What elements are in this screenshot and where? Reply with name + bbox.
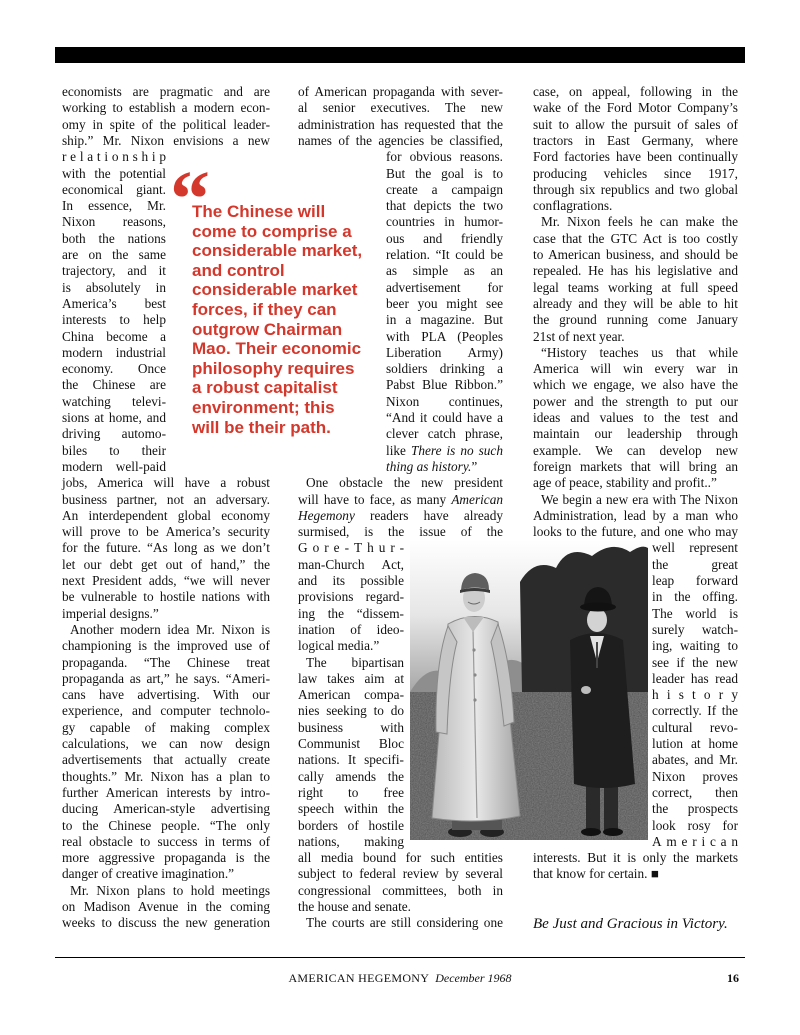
body-text-line: relationship (62, 149, 170, 165)
footer-publication: AMERICAN HEGEMONY (288, 971, 430, 985)
body-text-line: logical media.” (298, 638, 380, 654)
body-text-line: watching televi- (62, 393, 166, 409)
body-text-line: man-Church Act, (298, 556, 404, 572)
text-run: like (386, 442, 411, 458)
body-text-line: modern well-paid (62, 458, 166, 474)
body-text-line: danger of creative imagination.” (62, 866, 235, 882)
body-text-line: tractors in East Germany, where (533, 132, 738, 148)
body-text-line: leader has read (652, 670, 738, 686)
pull-quote-line: forces, if they can (192, 300, 337, 319)
body-text-line: are on the same (62, 247, 166, 262)
body-text-line: the great (652, 556, 738, 572)
footer-rule (55, 957, 745, 958)
body-text-line: economists are pragmatic and are (62, 84, 270, 99)
body-text-line: nies seeking to do (298, 703, 404, 719)
body-text-line: ideas and values to the test and (533, 410, 739, 425)
body-text-line: conflagrations. (533, 198, 613, 214)
body-text-line: be vulnerable to hostile nations with (62, 589, 270, 605)
body-text-line: more aggressive propaganda is the (62, 850, 270, 866)
body-text-line: is absolutely in (62, 279, 166, 295)
pull-quote-line: considerable market (192, 280, 358, 300)
photo (410, 540, 648, 840)
body-text-line: further American interests by intro- (62, 784, 270, 800)
body-text-line: with PLA (Peoples (386, 328, 504, 344)
body-text-line: maintain our leadership through (533, 426, 738, 442)
body-text-line: 21st of next year. (533, 328, 625, 344)
body-text-line: propaganda as art,” he says. “Ameri- (62, 670, 270, 686)
body-text-line: advertisement for (386, 279, 503, 295)
body-text-line: case that the GTC Act is too costly (533, 230, 738, 246)
body-text-line: America’s best (62, 295, 166, 311)
header-bar (55, 47, 745, 63)
body-text-line (386, 459, 477, 475)
body-text-line: countries in humor- (386, 214, 504, 230)
body-text-line: ship.” Mr. Nixon envisions a new (62, 132, 270, 148)
body-text-line: omy in spite of the political leader- (62, 116, 270, 132)
body-text-line: driving automo- (62, 426, 166, 442)
body-text-line: ducing American-style advertising (62, 801, 270, 817)
body-text-line: soldiers drinking a (386, 361, 503, 377)
body-text-line: congressional committees, both in (298, 882, 503, 898)
body-text-line: ination of ideo- (298, 621, 404, 637)
body-text-line: foreign markets that will bring an (533, 458, 739, 474)
body-text-line: advertisements that actually create (62, 752, 270, 768)
body-text-line: subject to federal review by several (298, 866, 504, 882)
body-text-line: as simple as an (386, 263, 504, 279)
body-text-line: gy capable of making complex (62, 719, 270, 735)
body-text-line: power and the strength to put our (533, 393, 739, 409)
body-text-line: well represent (652, 540, 738, 556)
body-text-line: “History teaches us that while (541, 344, 738, 360)
body-text-line: relation. “It could be (386, 247, 503, 262)
body-text-line: weeks to discuss the new generation (62, 915, 271, 931)
body-text-line: championing is the improved use of (62, 638, 270, 654)
body-text-line: American compa- (298, 687, 404, 703)
body-text-line: in a magazine. But (386, 312, 504, 328)
body-text-line: nations. It specifi- (298, 752, 404, 768)
body-text-line: China become a (62, 328, 166, 344)
body-text-line: trajectory, and it (62, 263, 166, 279)
body-text-line: economy. Once (62, 361, 166, 377)
pull-quote-line: Mao. Their economic (192, 339, 362, 359)
body-text-line: which we engage, we also have the (533, 377, 739, 393)
body-text-line: the ground running come January (533, 312, 739, 328)
body-text-line: al senior executives. The new (298, 100, 503, 116)
body-text-line: age of peace, stability and profit..” (533, 475, 717, 491)
body-text-line: names of the agencies be classified, (298, 132, 503, 148)
body-text-line: We begin a new era with The Nixon (541, 491, 738, 507)
body-text-line: Mr. Nixon plans to hold meetings (70, 882, 271, 898)
pull-quote-line: considerable market, (192, 241, 363, 261)
body-text-line: let our debt get out of hand,” the (62, 556, 271, 572)
pull-quote-line: environment; this (192, 398, 335, 417)
body-text-line: In essence, Mr. (62, 198, 166, 214)
body-text-line: the Chinese are (62, 377, 167, 393)
body-text-line: Communist Bloc (298, 736, 404, 751)
body-text-line: administration has requested that the (298, 116, 504, 132)
body-text-line: looks to the future, and one who may (533, 524, 739, 540)
body-text-line: propaganda. “The Chinese treat (62, 654, 270, 670)
body-text-line: next President adds, “we will never (62, 573, 270, 588)
body-text-line: repealed. He has his legislative and (533, 263, 738, 279)
body-text-line: cally amends the (298, 768, 404, 784)
body-text-line: Gore-Thur- (298, 540, 410, 556)
body-text-line: see if the new (652, 654, 738, 670)
body-text-line: cultural revo- (652, 719, 738, 735)
body-text-line: example. We can develop new (533, 442, 738, 458)
body-text-line: ous and friendly (386, 230, 503, 246)
body-text-line: But the goal is to (386, 165, 504, 181)
tagline: Be Just and Gracious in Victory. (533, 916, 728, 932)
body-text-line: Nixon proves (652, 768, 738, 784)
body-text-line: borders of hostile (298, 817, 404, 833)
body-text-line: “And it could have a (386, 410, 503, 425)
body-text-line: will prove to be America’s security (62, 524, 270, 540)
pull-quote-line: will be their path. (192, 417, 331, 437)
body-text-line: with the potential (62, 165, 166, 181)
body-text-line: for obvious reasons. (386, 149, 504, 165)
body-text-line: Mr. Nixon feels he can make the (541, 214, 738, 230)
pull-quote-mark: “ (170, 156, 210, 244)
body-text-line: imperial designs.” (62, 605, 159, 621)
body-text-line: biles to their (62, 442, 166, 458)
body-text-line: the house and senate. (298, 899, 411, 914)
body-text-line: cans have advertising. With our (62, 687, 270, 703)
body-text-line: lution at home (652, 736, 738, 751)
text-run: ” (471, 458, 478, 474)
body-text-line: interests. But it is only the markets (533, 850, 739, 866)
body-text-line: already and they will be able to hit (533, 295, 738, 311)
body-text-line: through six republics and two global (533, 181, 739, 197)
body-text-line: all media bound for such entities (298, 850, 503, 866)
body-text-line: look rosy for (652, 817, 738, 833)
body-text-line: economical giant. (62, 181, 166, 197)
body-text-line: history (652, 687, 747, 703)
body-text-line: law takes aim at (298, 670, 405, 686)
body-text-line: and its possible (298, 573, 404, 588)
body-text-line: the prospects (652, 801, 738, 817)
body-text-line: Pabst Blue Ribbon.” (386, 377, 503, 393)
body-text-line: nations, making (298, 833, 404, 849)
body-text-line: American (652, 833, 743, 849)
body-text-line: to American business, and should be (533, 247, 739, 262)
body-text-line: surely watch- (652, 621, 738, 637)
body-text-line: real obstacle to success in terms of (62, 833, 271, 849)
body-text-line: America will win every war in (533, 361, 738, 377)
body-text-line: that know for certain. ■ (533, 866, 659, 882)
body-text-line (298, 508, 503, 524)
body-text-line: speech within the (298, 801, 404, 817)
body-text-line: An interdependent global economy (62, 507, 270, 523)
body-text-line: business partner, not an adversary. (62, 491, 271, 507)
body-text-line: Another modern idea Mr. Nixon is (70, 621, 271, 637)
pull-quote-line: come to comprise a (192, 221, 352, 241)
body-text-line: Nixon reasons, (62, 214, 166, 230)
body-text-line: for the future. “As long as we don’t (62, 540, 270, 556)
italic-text-run: Hegemony (298, 507, 355, 523)
body-text-line: wake of the Ford Motor Company’s (533, 100, 738, 116)
body-text-line: thoughts.” Mr. Nixon has a plan to (62, 768, 270, 784)
page-number: 16 (727, 971, 739, 985)
body-text-line: create a campaign (386, 181, 504, 197)
body-text-line: leap forward (652, 573, 738, 588)
body-text-line: modern industrial (62, 344, 166, 360)
body-text-line: The bipartisan (306, 654, 404, 670)
body-text-line: Liberation Army) (386, 344, 503, 360)
body-text-line: correctly. If the (652, 703, 738, 719)
pull-quote-line: a robust capitalist (192, 378, 338, 398)
body-text-line: producing vehicles since 1917, (533, 165, 738, 181)
pull-quote-line: The Chinese will (192, 202, 326, 221)
body-text-line: The courts are still considering one (306, 915, 504, 931)
body-text-line: interests to help (62, 312, 166, 328)
body-text-line: The world is (652, 605, 738, 621)
body-text-line: One obstacle the new president (306, 475, 503, 491)
italic-text-run: American (451, 491, 504, 507)
body-text-line: that depicts the two (386, 198, 503, 214)
italic-text-run: thing as history. (386, 458, 472, 474)
pull-quote-line: outgrow Chairman (192, 319, 343, 339)
body-text-line: case, on appeal, following in the (533, 84, 738, 99)
body-text-line (298, 492, 503, 508)
body-text-line: to the Chinese people. “The only (62, 817, 270, 833)
pull-quote-line: philosophy requires (192, 358, 355, 378)
body-text-line: jobs, America will have a robust (62, 475, 270, 491)
body-text-line: business with (298, 719, 404, 735)
body-text-line: clever catch phrase, (386, 426, 503, 442)
footer-issue-date: December 1968 (435, 971, 512, 985)
body-text-line: correct, then (652, 784, 738, 800)
body-text-line (386, 443, 503, 459)
body-text-line: surmised, is the issue of the (298, 524, 503, 540)
body-text-line: on Madison Avenue in the coming (62, 899, 271, 914)
body-text-line: legal teams working at full speed (533, 279, 738, 295)
body-text-line: sions at home, and (62, 410, 166, 425)
body-text-line: ing, waiting to (652, 638, 738, 654)
italic-text-run: There is no such (410, 442, 503, 458)
body-text-line: Ford factories have been continually (533, 149, 739, 165)
body-text-line: provisions regard- (298, 589, 404, 605)
body-text-line: both the nations (62, 230, 166, 246)
body-text-line: right to free (298, 784, 405, 800)
body-text-line: Nixon continues, (386, 393, 503, 409)
body-text-line: in the offing. (652, 589, 738, 605)
body-text-line: suit to allow the pursuit of sales of (533, 116, 738, 132)
body-text-line: beer you might see (386, 295, 504, 311)
body-text-line: calculations, we can now design (62, 736, 270, 751)
footer (0, 971, 800, 985)
text-run: readers have already (354, 507, 503, 523)
body-text-line: Administration, lead by a man who (533, 507, 738, 523)
text-run: will have to face, as many (298, 491, 452, 507)
body-text-line: working to establish a modern econ- (62, 100, 271, 116)
body-text-line: experience, and computer technolo- (62, 703, 270, 719)
pull-quote-line: and control (192, 260, 285, 280)
body-text-line: abates, and Mr. (652, 752, 738, 768)
body-text-line: of American propaganda with sever- (298, 84, 503, 99)
body-text-line: ing the “dissem- (298, 605, 404, 621)
